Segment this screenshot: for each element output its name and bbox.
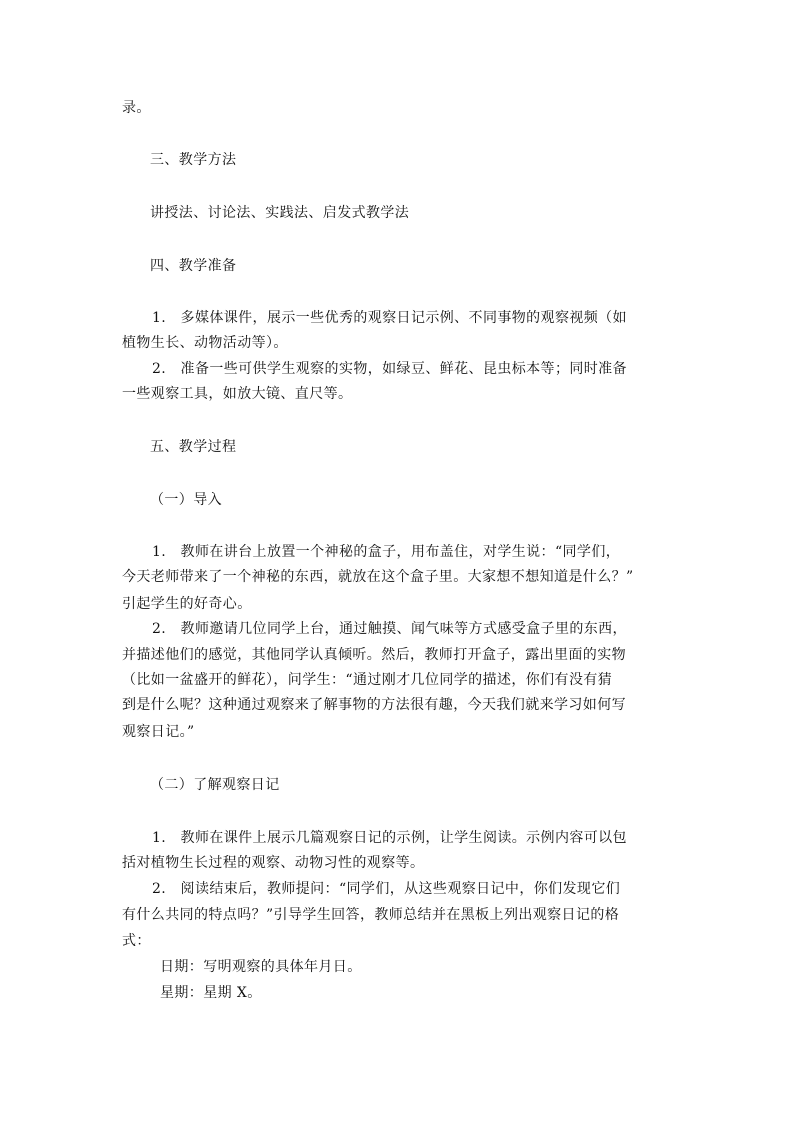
text-line: 并描述他们的感觉，其他同学认真倾听。然后，教师打开盒子，露出里面的实物	[122, 647, 626, 663]
text-line: 1. 教师在课件上展示几篇观察日记的示例，让学生阅读。示例内容可以包	[152, 830, 627, 846]
text-line: 1. 多媒体课件，展示一些优秀的观察日记示例、不同事物的观察视频（如	[152, 310, 627, 326]
text-line: 有什么共同的特点吗？”引导学生回答，教师总结并在黑板上列出观察日记的格	[122, 907, 620, 923]
text-line: 1. 教师在讲台上放置一个神秘的盒子，用布盖住，对学生说：“同学们，	[152, 544, 621, 560]
text-line: 式：	[122, 933, 151, 949]
subsection-heading-understand-observation-diary: （二）了解观察日记	[150, 777, 280, 793]
text-line: 录。	[122, 100, 151, 116]
text-line: 到是什么呢？这种通过观察来了解事物的方法很有趣，今天我们就来学习如何写	[122, 697, 626, 713]
text-line: 2. 准备一些可供学生观察的实物，如绿豆、鲜花、昆虫标本等；同时准备	[152, 361, 627, 377]
text-line: 括对植物生长过程的观察、动物习性的观察等。	[122, 855, 425, 871]
text-line: 2. 教师邀请几位同学上台，通过触摸、闻气味等方式感受盒子里的东西，	[152, 621, 627, 637]
section-heading-teaching-methods: 三、教学方法	[150, 152, 237, 168]
text-line: 星期：星期 X。	[160, 985, 262, 1001]
subsection-heading-introduction: （一）导入	[150, 492, 222, 508]
section-heading-teaching-preparation: 四、教学准备	[150, 258, 237, 274]
text-line: 植物生长、动物活动等）。	[122, 335, 288, 351]
section-heading-teaching-process: 五、教学过程	[150, 439, 237, 455]
text-line: 2. 阅读结束后，教师提问：“同学们，从这些观察日记中，你们发现它们	[152, 881, 621, 897]
text-line: 讲授法、讨论法、实践法、启发式教学法	[150, 205, 410, 221]
text-line: （比如一盆盛开的鲜花），问学生：“通过刚才几位同学的描述，你们有没有猜	[122, 672, 613, 688]
text-line: 观察日记。”	[122, 724, 195, 740]
text-line: 日期：写明观察的具体年月日。	[160, 959, 362, 975]
text-line: 引起学生的好奇心。	[122, 596, 252, 612]
text-line: 今天老师带来了一个神秘的东西，就放在这个盒子里。大家想不想知道是什么？”	[122, 569, 634, 585]
text-line: 一些观察工具，如放大镜、直尺等。	[122, 386, 353, 402]
